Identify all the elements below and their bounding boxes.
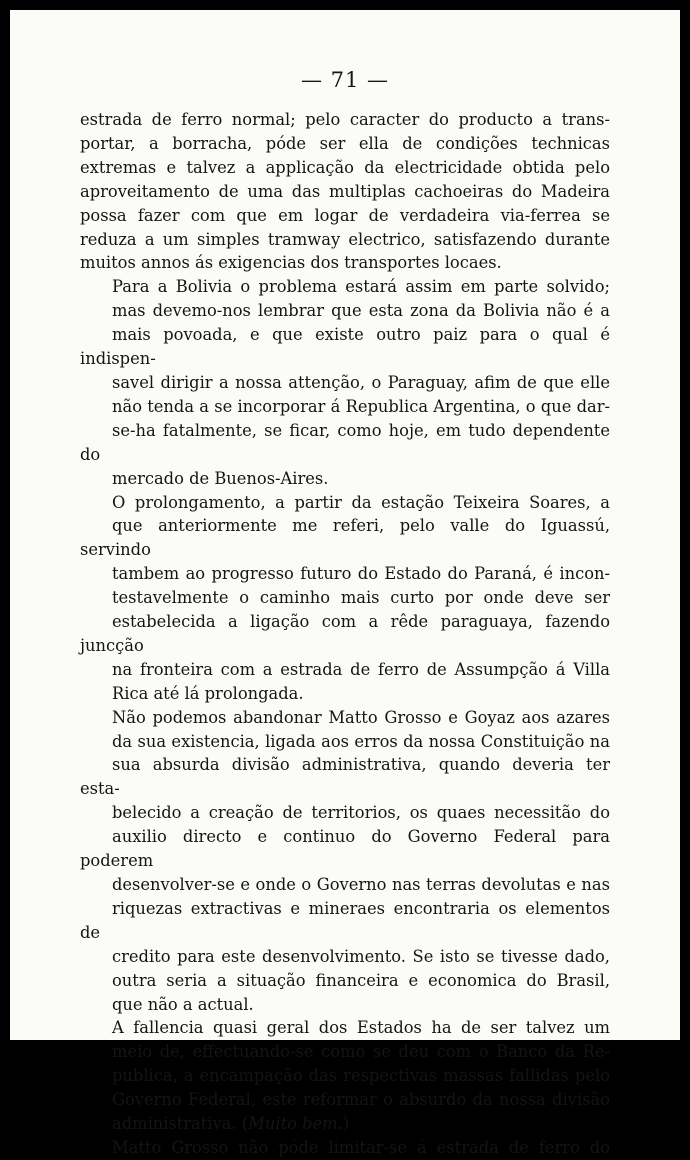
text-line: não tenda a se incorporar á Republica Argentina, o que dar- <box>112 396 610 416</box>
text-line: mercado de Buenos-Aires. <box>112 468 329 488</box>
paragraph-1 <box>80 108 610 275</box>
text-line: credito para este desenvolvimento. Se isto se tivesse dado, <box>112 946 610 966</box>
text-line: tambem ao progresso futuro do Estado do Paraná, é incon- <box>112 564 610 584</box>
text-line: na fronteira com a estrada de ferro de Assumpção á Villa <box>112 659 610 679</box>
text-line: aproveitamento de uma das multiplas cachoeiras do Madeira <box>80 181 610 201</box>
text-line: Governo Federal, este reformar o absurdo da nossa divisão <box>112 1090 610 1110</box>
text-line: Para a Bolivia o problema estará assim em parte solvido; <box>112 277 610 297</box>
text-line: muitos annos ás exigencias dos transportes locaes. <box>80 253 502 273</box>
text-line: da sua existencia, ligada aos erros da nossa Constituição na <box>112 731 610 751</box>
paragraph-2 <box>80 275 610 490</box>
text-line-final <box>80 1112 610 1136</box>
text-line: O prolongamento, a partir da estação Teixeira Soares, a <box>112 492 610 512</box>
paragraph-4 <box>80 706 610 1017</box>
text-line: se-ha fatalmente, se ficar, como hoje, em tudo dependente do <box>80 420 610 464</box>
text-line: belecido a creação de territorios, os quaes necessitão do <box>112 803 610 823</box>
final-line-prefix: administrativa. ( <box>112 1114 249 1134</box>
text-line: sua absurda divisão administrativa, quando deveria ter esta- <box>80 755 610 799</box>
text-line: publica, a encampação das respectivas massas fallidas pelo <box>112 1066 610 1086</box>
text-line: Não podemos abandonar Matto Grosso e Goyaz aos azares <box>112 707 610 727</box>
paragraph-3 <box>80 491 610 706</box>
text-line: extremas e talvez a applicação da electricidade obtida pelo <box>80 157 610 177</box>
paragraph-5 <box>80 1016 610 1136</box>
text-line: estabelecida a ligação com a rêde paraguaya, fazendo juncção <box>80 612 610 655</box>
page-frame <box>10 10 680 1157</box>
text-line: Matto Grosso não póde limitar-se á estrada de ferro do <box>112 1137 610 1157</box>
applause-note: Muito bem. <box>248 1114 343 1134</box>
text-line: outra seria a situação financeira e economica do Brasil, <box>112 970 610 990</box>
text-line: riquezas extractivas e mineraes encontraria os elementos de <box>80 898 610 942</box>
final-line-suffix: ) <box>342 1114 350 1134</box>
text-line: mas devemo-nos lembrar que esta zona da Bolivia não é a <box>112 301 610 321</box>
text-line: Rica até lá prolongada. <box>112 683 304 703</box>
text-line: portar, a borracha, póde ser ella de condições technicas <box>80 133 610 153</box>
text-line: estrada de ferro normal; pelo caracter do producto a trans- <box>80 110 610 129</box>
text-line: que não a actual. <box>112 994 254 1014</box>
text-line: possa fazer com que em logar de verdadeira via-ferrea se <box>80 205 610 225</box>
text-line: savel dirigir a nossa attenção, o Paraguay, afim de que elle <box>112 372 610 392</box>
page-number: — 71 — <box>300 68 390 92</box>
text-line: auxilio directo e continuo do Governo Federal para poderem <box>80 827 610 871</box>
text-line: meio de, effectuando-se como se deu com o Banco da Re- <box>112 1042 610 1062</box>
text-line: mais povoada, e que existe outro paiz para o qual é indispen- <box>80 325 610 369</box>
text-line: A fallencia quasi geral dos Estados ha de ser talvez um <box>112 1018 610 1038</box>
paragraph-6 <box>80 1136 610 1160</box>
body-text <box>80 108 610 1160</box>
text-line: testavelmente o caminho mais curto por onde deve ser <box>112 588 610 608</box>
text-line: reduza a um simples tramway electrico, satisfazendo durante <box>80 229 610 249</box>
text-line: desenvolver-se e onde o Governo nas terras devolutas e nas <box>112 875 610 894</box>
text-line: que anteriormente me referi, pelo valle do Iguassú, servindo <box>80 516 610 560</box>
